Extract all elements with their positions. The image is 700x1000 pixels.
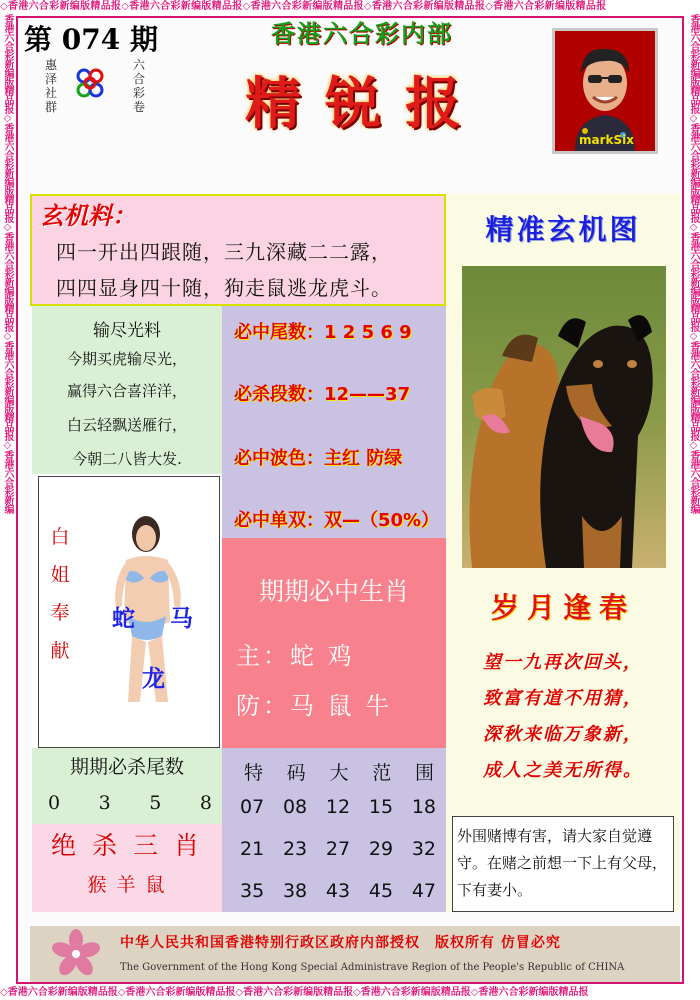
verse-line-4: 成人之美无所得。 xyxy=(483,760,643,781)
shujin-line-4: 今朝二八皆大发. xyxy=(72,450,182,468)
page-title: 精锐报 xyxy=(245,71,485,137)
baijie-char-1: 白 xyxy=(50,526,70,548)
range-title-char: 码 xyxy=(286,762,306,784)
footer-chinese: 中华人民共和国香港特别行政区政府内部授权 版权所有 仿冒必究 xyxy=(120,935,561,951)
kill-tail-number: 8 xyxy=(199,792,212,814)
border-right-text: 香港六合彩新编版精品报◇香港六合彩新编版精品报◇香港六合彩新编版精品报◇香港六合彩新编版精品报◇香港六合彩新编 xyxy=(688,14,699,513)
stat-segment: 必杀段数：12——37 xyxy=(234,384,411,405)
kill-tail-title: 期期必杀尾数 xyxy=(69,756,184,778)
lottery-logo-icon xyxy=(72,66,108,102)
range-cell: 12 xyxy=(325,796,351,818)
border-bottom-text: ◇香港六合彩新编版精品报◇香港六合彩新编版精品报◇香港六合彩新编版精品报◇香港六合彩新编版精品报◇香港六合彩新编版精品报 xyxy=(0,987,589,998)
overlay-dragon: 龙 xyxy=(142,665,165,692)
kill-tail-number: 0 xyxy=(48,792,61,814)
range-title-char: 特 xyxy=(244,762,264,784)
baijie-char-2: 姐 xyxy=(50,564,70,586)
jue-sha-items: 猴羊鼠 xyxy=(87,874,175,896)
brand-part-a: mark xyxy=(579,133,614,147)
verse-line-3: 深秋来临万象新， xyxy=(483,724,643,745)
range-title-char: 范 xyxy=(372,762,392,784)
range-cell: 07 xyxy=(240,796,265,818)
range-cell: 43 xyxy=(325,880,351,902)
range-cell: 27 xyxy=(325,838,351,860)
range-title xyxy=(244,758,434,785)
range-cell: 38 xyxy=(282,880,308,902)
overlay-horse: 马 xyxy=(170,605,193,632)
kill-tail-number: 5 xyxy=(149,792,162,814)
zodiac-defense: 防：马 鼠 牛 xyxy=(236,692,393,720)
range-row-2 xyxy=(240,838,436,860)
kill-tail-numbers xyxy=(42,792,218,814)
range-cell: 08 xyxy=(282,796,308,818)
zodiac-title: 期期必中生肖 xyxy=(258,577,409,606)
dogs-photo-icon xyxy=(462,266,666,568)
stat-odd-even: 必中单双：双—（50%） xyxy=(234,510,440,531)
suiyue-title: 岁月逢春 xyxy=(490,591,635,624)
brand-part-b: Six xyxy=(613,133,634,147)
gambling-warning: 外围赌博有害，请大家自觉遵守。在赌之前想一下上有父母，下有妻小。 xyxy=(452,816,674,912)
stat-tail: 必中尾数：1 2 5 6 9 xyxy=(234,322,412,343)
stat-color: 必中波色：主红 防绿 xyxy=(234,448,403,469)
shujin-line-3: 白云轻飘送雁行， xyxy=(66,416,187,434)
group-left-label: 惠泽社群 xyxy=(44,58,57,114)
baijie-char-3: 奉 xyxy=(50,602,70,624)
shujin-title: 输尽光料 xyxy=(93,321,161,341)
overlay-snake: 蛇 xyxy=(112,605,135,632)
range-cell: 23 xyxy=(282,838,308,860)
jue-sha-title: 绝杀三肖 xyxy=(50,831,215,860)
bauhinia-emblem-icon xyxy=(50,928,102,980)
range-cell: 29 xyxy=(368,838,394,860)
portrait-photo xyxy=(552,28,658,154)
range-cell: 35 xyxy=(240,880,265,902)
xuanji-line-1: 四一开出四跟随，三九深藏二二露， xyxy=(56,240,392,264)
range-cell: 32 xyxy=(411,838,436,860)
range-cell: 21 xyxy=(240,838,265,860)
verse-line-2: 致富有道不用猜， xyxy=(483,688,643,709)
range-row-1 xyxy=(240,796,436,818)
range-cell: 47 xyxy=(411,880,436,902)
range-cell: 45 xyxy=(368,880,394,902)
kill-tail-number: 3 xyxy=(98,792,111,814)
shujin-line-1: 今期买虎输尽光， xyxy=(66,350,187,368)
shujin-line-2: 赢得六合喜洋洋， xyxy=(66,382,187,400)
border-top-text: ◇香港六合彩新编版精品报◇香港六合彩新编版精品报◇香港六合彩新编版精品报◇香港六合彩新编版精品报◇香港六合彩新编版精品报 xyxy=(0,1,607,12)
range-cell: 18 xyxy=(411,796,436,818)
verse-line-1: 望一九再次回头， xyxy=(483,652,643,673)
border-left-text: 香港六合彩新编版精品报◇香港六合彩新编版精品报◇香港六合彩新编版精品报◇香港六合彩新编版精品报◇香港六合彩新编 xyxy=(2,14,13,513)
baijie-vertical-text xyxy=(50,518,70,670)
group-right-label: 六合彩卷 xyxy=(132,58,145,114)
issue-number: 第 074 期 xyxy=(24,23,158,56)
footer-english: The Government of the Hong Kong Special Administrave Region of the People's Republic of CHINA xyxy=(120,962,625,973)
xuanji-line-2: 四四显身四十随，狗走鼠逃龙虎斗。 xyxy=(56,276,392,300)
jingzhun-title: 精准玄机图 xyxy=(485,213,641,246)
baijie-char-4: 献 xyxy=(50,640,70,662)
range-cell: 15 xyxy=(368,796,394,818)
zodiac-main: 主：蛇 鸡 xyxy=(236,642,355,670)
range-title-char: 围 xyxy=(414,762,434,784)
range-row-3 xyxy=(240,880,436,902)
range-title-char: 大 xyxy=(329,762,349,784)
marksix-brand xyxy=(579,133,634,147)
page-subtitle: 香港六合彩内部 xyxy=(271,19,453,48)
xuanji-label: 玄机料： xyxy=(40,201,136,230)
